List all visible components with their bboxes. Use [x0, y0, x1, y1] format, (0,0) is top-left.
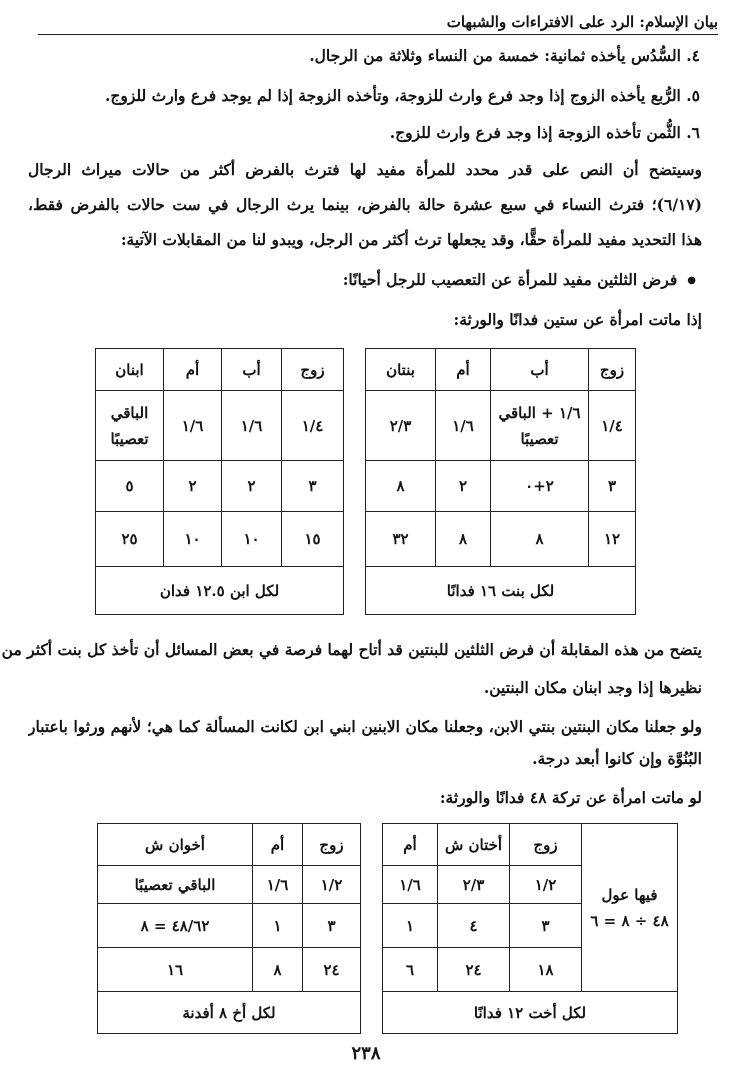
paragraph-line: نظيرها إذا وجد ابنان مكان البنتين. — [483, 678, 702, 697]
paragraph-line: وسيتضح أن النص على قدر محدد للمرأة مفيد لها فترث بالفرض أكثر من حالات ميراث الرجال — [28, 160, 702, 179]
table-row — [96, 391, 636, 461]
inheritance-table-2 — [97, 823, 678, 1034]
table-cell: ١/٦ — [383, 866, 438, 904]
table-gap — [361, 824, 383, 866]
table-gap — [344, 391, 366, 461]
table-header-cell: أم — [164, 349, 222, 391]
table-cell: ٤ — [438, 904, 510, 948]
table-header-cell: زوج — [510, 824, 582, 866]
list-item: ٤. السُّدُس يأخذه ثمانية: خمسة من النساء وثلاثة من الرجال. — [309, 46, 700, 65]
paragraph-line: (٦/١٧)؛ فترث النساء في سبع عشرة حالة بالفرض، بينما يرث الرجال في ست حالات بالفرض فقط، — [28, 195, 702, 214]
page-number: ٢٣٨ — [351, 1043, 381, 1064]
table-header-cell: ابنان — [96, 349, 164, 391]
table-cell: ٢ — [222, 461, 282, 512]
table-cell: ١/٢ — [510, 866, 582, 904]
table-header-cell: أخوان ش — [98, 824, 253, 866]
table-cell: ٤٨/٦٢ = ٨ — [98, 904, 253, 948]
table-cell: ٢ — [436, 461, 491, 512]
awl-label: فيها عول — [601, 885, 658, 904]
example-intro: إذا ماتت امرأة عن ستين فدانًا والورثة: — [453, 310, 702, 329]
table-header-cell: أب — [491, 349, 589, 391]
table-gap — [344, 512, 366, 567]
table-header-cell: زوج — [282, 349, 344, 391]
table-gap — [361, 904, 383, 948]
table-cell: ١/٦ — [222, 391, 282, 461]
table-cell: ٨ — [491, 512, 589, 567]
paragraph-line: هذا التحديد مفيد للمرأة حقًّا، وقد يجعلها ترث أكثر من الرجل، ويبدو لنا من المقابلات الآتية: — [120, 230, 702, 249]
table-header-cell: أب — [222, 349, 282, 391]
table-header-cell: أم — [436, 349, 491, 391]
table-cell: ٣ — [303, 904, 361, 948]
table-cell: ١٠ — [164, 512, 222, 567]
table-cell: ١/٢ — [303, 866, 361, 904]
list-item: ٥. الرُّبع يأخذه الزوج إذا وجد فرع وارث للزوجة، وتأخذه الزوجة إذا لم يوجد فرع وارث للزوج. — [104, 86, 700, 105]
table-header-cell: أم — [383, 824, 438, 866]
table-cell: الباقي تعصيبًا — [98, 866, 253, 904]
table-header-cell: أم — [253, 824, 303, 866]
table-header-cell: زوج — [589, 349, 636, 391]
table-cell: ١/٤ — [282, 391, 344, 461]
table-cell: ٢٤ — [303, 948, 361, 992]
running-header — [38, 8, 718, 35]
table-cell: ٨ — [253, 948, 303, 992]
table-cell: ٣ — [589, 461, 636, 512]
table-cell: ١/٦ + الباقي تعصيبًا — [491, 391, 589, 461]
paragraph-line: ولو جعلنا مكان البنتين بنتي الابن، وجعلنا مكان الابنين ابني ابن لكانت المسألة كما هي؛ لأنهم ورثوا باعتبار — [28, 717, 702, 736]
table-cell: ٣ — [282, 461, 344, 512]
table-cell: ٢/٣ — [438, 866, 510, 904]
table-header-row — [98, 824, 678, 866]
table-cell: ٢ — [164, 461, 222, 512]
table-cell: ١/٦ — [253, 866, 303, 904]
table-cell: ١٨ — [510, 948, 582, 992]
table-header-cell: زوج — [303, 824, 361, 866]
table-gap — [361, 948, 383, 992]
table-cell: ١/٦ — [436, 391, 491, 461]
table-cell: ١/٦ — [164, 391, 222, 461]
table-gap — [361, 866, 383, 904]
table-row — [96, 512, 636, 567]
table-summary: لكل أخ ٨ أفدنة — [98, 992, 361, 1034]
table-cell: ٢٥ — [96, 512, 164, 567]
table-cell: ٢٤ — [438, 948, 510, 992]
paragraph-line: يتضح من هذه المقابلة أن فرض الثلثين للبنتين قد أتاح لهما فرصة في بعض المسائل أن تأخذ كل بنت أكثر من — [1, 640, 702, 659]
table-cell: ٨ — [436, 512, 491, 567]
table-cell: ٦ — [383, 948, 438, 992]
table-gap — [344, 567, 366, 615]
table-gap — [361, 992, 383, 1034]
table-cell: ٢+٠ — [491, 461, 589, 512]
table-summary: لكل أخت ١٢ فدانًا — [383, 992, 678, 1034]
table-summary-row — [98, 992, 678, 1034]
table-cell: ١٢ — [589, 512, 636, 567]
table-cell: ١ — [383, 904, 438, 948]
table-cell: ٢/٣ — [366, 391, 436, 461]
table-cell: ٥ — [96, 461, 164, 512]
table-cell: ١ — [253, 904, 303, 948]
table-row — [96, 461, 636, 512]
table-cell: ٨ — [366, 461, 436, 512]
table-summary-row — [96, 567, 636, 615]
inheritance-table-1 — [95, 348, 636, 615]
table-gap — [344, 349, 366, 391]
table-header-row — [96, 349, 636, 391]
bullet-heading: ● فرض الثلثين مفيد للمرأة عن التعصيب للرجل أحيانًا: — [28, 268, 696, 293]
table-cell: ١/٤ — [589, 391, 636, 461]
table-cell: ١٠ — [222, 512, 282, 567]
table-cell: ٣٢ — [366, 512, 436, 567]
table-cell: ٣ — [510, 904, 582, 948]
table-cell: ١٦ — [98, 948, 253, 992]
table-summary: لكل ابن ١٢.٥ فدان — [96, 567, 344, 615]
table-cell: الباقي تعصيبًا — [96, 391, 164, 461]
table-header-cell: أختان ش — [438, 824, 510, 866]
paragraph-line: البُنُوَّة وإن كانوا أبعد درجة. — [532, 749, 702, 768]
awl-calc: ٤٨ ÷ ٨ = ٦ — [590, 911, 669, 930]
table-header-cell: بنتان — [366, 349, 436, 391]
list-item: ٦. الثُّمن تأخذه الزوجة إذا وجد فرع وارث للزوج. — [389, 123, 700, 142]
header-title: بيان الإسلام: الرد على الافتراءات والشبهات — [446, 13, 718, 31]
table-gap — [344, 461, 366, 512]
table-summary: لكل بنت ١٦ فدانًا — [366, 567, 636, 615]
awl-cell — [582, 824, 678, 992]
example-intro: لو ماتت امرأة عن تركة ٤٨ فدانًا والورثة: — [439, 788, 702, 807]
table-cell: ١٥ — [282, 512, 344, 567]
